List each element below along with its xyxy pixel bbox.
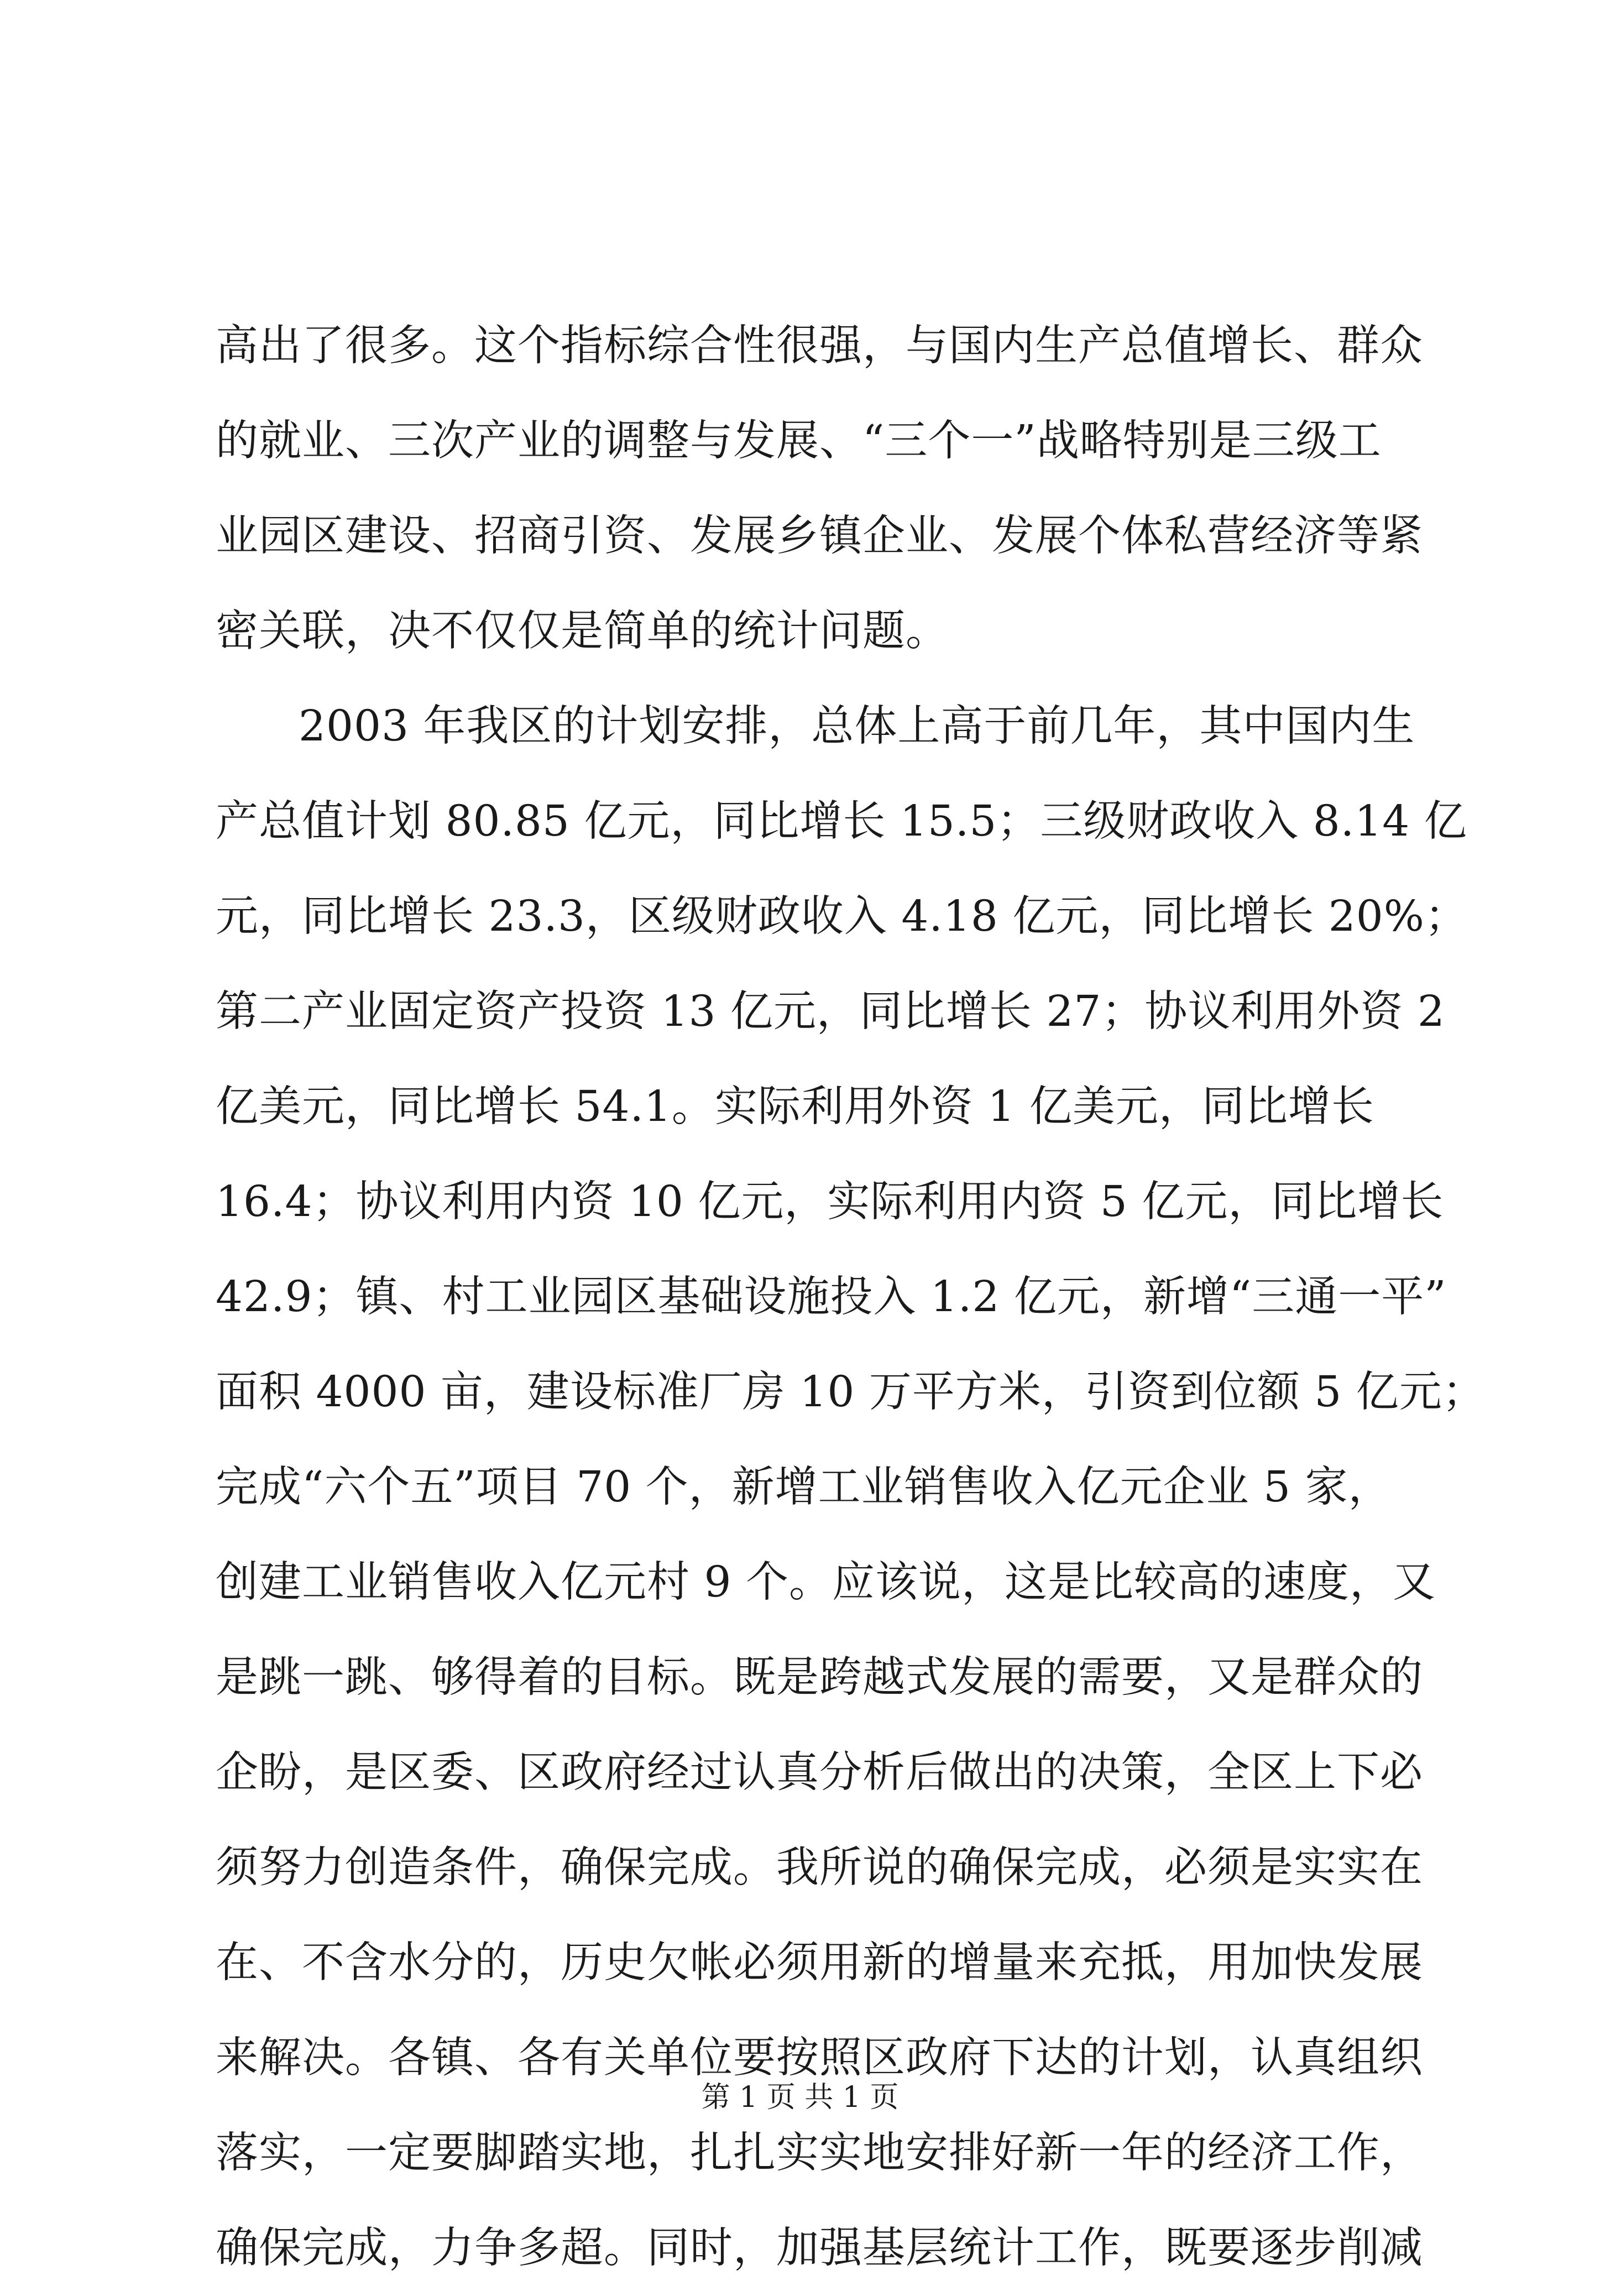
text-line: 16.4；协议利用内资 10 亿元，实际利用内资 5 亿元，同比增长 bbox=[216, 1177, 1444, 1227]
text-line: 面积 4000 亩，建设标准厂房 10 万平方米，引资到位额 5 亿元； bbox=[216, 1368, 1486, 1417]
text-line: 高出了很多。这个指标综合性很强，与国内生产总值增长、群众 bbox=[216, 321, 1423, 371]
text-line: 完成“六个五”项目 70 个，新增工业销售收入亿元企业 5 家， bbox=[216, 1463, 1392, 1512]
text-line: 的就业、三次产业的调整与发展、“三个一”战略特别是三级工 bbox=[216, 416, 1382, 466]
text-line: 42.9；镇、村工业园区基础设施投入 1.2 亿元，新增“三通一平” bbox=[216, 1272, 1447, 1322]
text-line: 亿美元，同比增长 54.1。实际利用外资 1 亿美元，同比增长 bbox=[216, 1082, 1374, 1131]
text-line: 创建工业销售收入亿元村 9 个。应该说，这是比较高的速度，又 bbox=[216, 1558, 1436, 1607]
text-line: 第二产业固定资产投资 13 亿元，同比增长 27；协议利用外资 2 bbox=[216, 987, 1445, 1036]
text-line: 是跳一跳、够得着的目标。既是跨越式发展的需要，又是群众的 bbox=[216, 1653, 1423, 1702]
text-line: 在、不含水分的，历史欠帐必须用新的增量来充抵，用加快发展 bbox=[216, 1938, 1423, 1987]
page-number-footer: 第 1 页 共 1 页 bbox=[701, 2081, 899, 2114]
paragraph-first-line: 2003 年我区的计划安排，总体上高于前几年，其中国内生 bbox=[299, 702, 1415, 751]
text-line: 产总值计划 80.85 亿元，同比增长 15.5；三级财政收入 8.14 亿 bbox=[216, 797, 1467, 846]
text-line: 密关联，决不仅仅是简单的统计问题。 bbox=[216, 607, 949, 656]
text-line: 业园区建设、招商引资、发展乡镇企业、发展个体私营经济等紧 bbox=[216, 512, 1423, 561]
text-line: 来解决。各镇、各有关单位要按照区政府下达的计划，认真组织 bbox=[216, 2033, 1423, 2083]
text-line: 须努力创造条件，确保完成。我所说的确保完成，必须是实实在 bbox=[216, 1843, 1423, 1892]
document-body bbox=[216, 299, 1486, 2296]
text-line: 元，同比增长 23.3，区级财政收入 4.18 亿元，同比增长 20%； bbox=[216, 892, 1468, 941]
text-line: 企盼，是区委、区政府经过认真分析后做出的决策，全区上下必 bbox=[216, 1748, 1423, 1797]
text-line: 落实，一定要脚踏实地，扎扎实实地安排好新一年的经济工作， bbox=[216, 2128, 1423, 2178]
text-line: 确保完成，力争多超。同时，加强基层统计工作，既要逐步削减 bbox=[216, 2224, 1423, 2273]
